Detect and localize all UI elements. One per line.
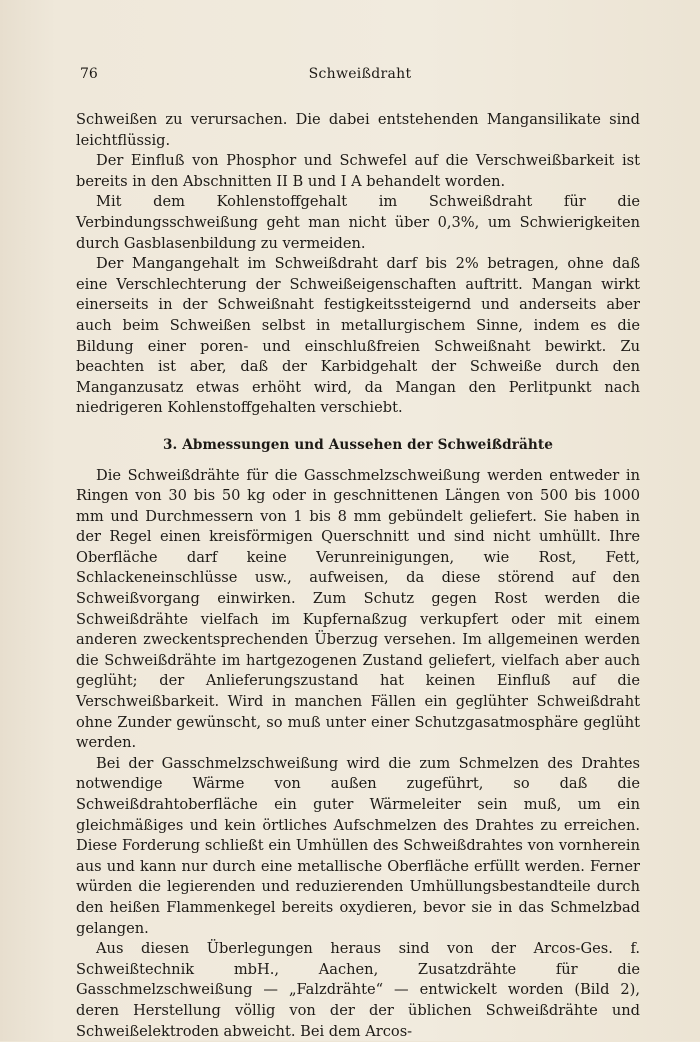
section-heading: 3. Abmessungen und Aussehen der Schweißdrähte — [162, 436, 554, 453]
page-body — [76, 110, 640, 1042]
paragraph: Aus diesen Überlegungen heraus sind von der Arcos-Ges. f. Schweißtechnik mbH., Aachen, Zusatzdrähte für die Gasschmelzschweißung — „Falzdrähte“ — entwickelt worden (Bild 2), deren Herstellung völlig von der der üblichen Schweißdrähte und Schweißelektroden abweicht. Bei dem Arcos- — [76, 940, 640, 1040]
paragraph: Der Mangangehalt im Schweißdraht darf bis 2% betragen, ohne daß eine Verschlechterung der Schweißeigenschaften auftritt. Mangan wirkt einerseits in der Schweißnaht festigkeitssteigernd und anderseits aber auch beim Schweißen selbst in metallurgischem Sinne, indem es die Bildung einer poren- und einschlußfreien Schweißnaht bewirkt. Zu beachten ist aber, daß der Karbidgehalt der Schweiße durch den Manganzusatz etwas erhöht wird, da Mangan den Perlitpunkt nach niedrigeren Kohlenstoffgehalten verschiebt. — [76, 255, 640, 417]
page-number: 76 — [80, 66, 98, 82]
page-header — [80, 66, 640, 88]
paragraph: Bei der Gasschmelzschweißung wird die zum Schmelzen des Drahtes notwendige Wärme von außen zugeführt, so daß die Schweißdrahtoberfläche ein guter Wärmeleiter sein muß, um ein gleichmäßiges und kein örtliches Aufschmelzen des Drahtes zu erreichen. Diese Forderung schließt ein Umhüllen des Schweißdrahtes von vornherein aus und kann nur durch eine metallische Oberfläche erfüllt werden. Ferner würden die legierenden und reduzierenden Umhüllungsbestandteile durch den heißen Flammenkegel bereits oxydieren, bevor sie in das Schmelzbad gelangen. — [76, 754, 640, 937]
paragraph: Die Schweißdrähte für die Gasschmelzschweißung werden entweder in Ringen von 30 bis 50 kg oder in geschnittenen Längen von 500 bis 1000 mm und Durchmessern von 1 bis 8 mm gebündelt geliefert. Sie haben in der Regel einen kreisförmigen Querschnitt und sind nicht umhüllt. Ihre Oberfläche darf keine Verunreinigungen, wie Rost, Fett, Schlackeneinschlüsse usw., aufweisen, da diese störend auf den Schweißvorgang einwirken. Zum Schutz gegen Rost werden die Schweißdrähte vielfach im Kupfernaßzug verkupfert oder mit einem anderen zweckentsprechenden Überzug versehen. Im allgemeinen werden die Schweißdrähte im hartgezogenen Zustand geliefert, vielfach aber auch geglüht; der Anlieferungszustand hat keinen Einfluß auf die Verschweißbarkeit. Wird in manchen Fällen ein geglühter Schweißdraht ohne Zunder gewünscht, so muß unter einer Schutzgasatmosphäre geglüht werden. — [76, 466, 640, 752]
paragraph: Schweißen zu verursachen. Die dabei entstehenden Mangansilikate sind leichtflüssig. — [76, 111, 640, 149]
paragraph: Mit dem Kohlenstoffgehalt im Schweißdraht für die Verbindungsschweißung geht man nicht über 0,3%, um Schwierigkeiten durch Gasblasenbildung zu vermeiden. — [76, 193, 640, 252]
paragraph: Der Einfluß von Phosphor und Schwefel auf die Verschweißbarkeit ist bereits in den Abschnitten II B und I A behandelt worden. — [76, 152, 640, 190]
running-title: Schweißdraht — [308, 66, 412, 82]
